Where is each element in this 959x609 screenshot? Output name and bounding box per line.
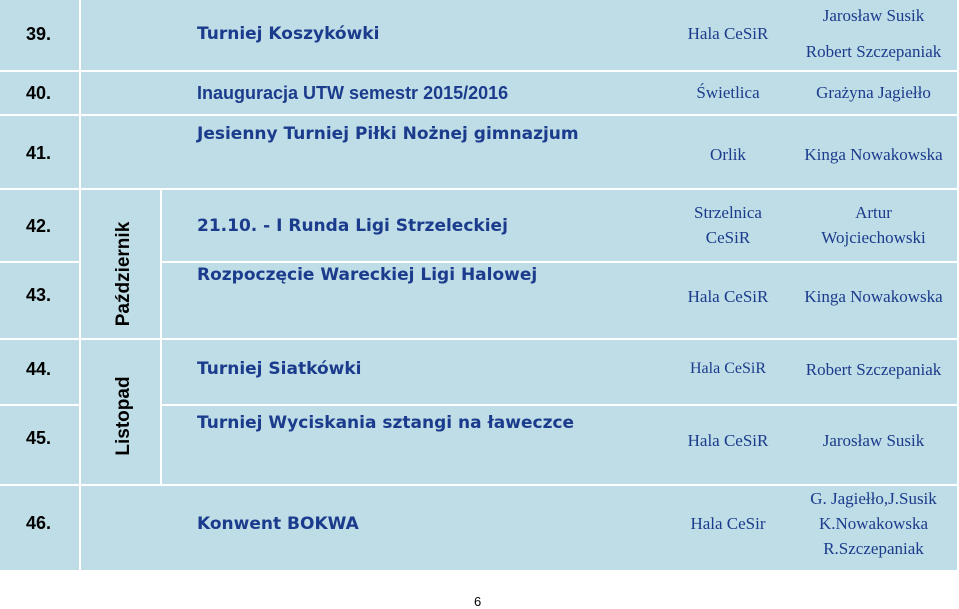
row-number: 44. [26,359,52,379]
event-place: Hala CeSiR [690,360,766,377]
table-row [0,116,957,190]
event-place: Hala CeSiR [687,431,769,450]
table-row [0,486,957,572]
event-title: Jesienny Turniej Piłki Nożnej gimnazjum [197,124,579,144]
month-label-november: Listopad [113,376,134,456]
event-person: Artur [855,203,892,222]
row-number: 40. [26,83,52,103]
table-row [0,0,957,72]
event-title: Turniej Koszykówki [197,24,380,44]
event-person: Wojciechowski [821,228,926,247]
event-title: Rozpoczęcie Wareckiej Ligi Halowej [197,265,538,285]
event-place: Orlik [710,145,746,164]
row-number: 39. [26,24,52,44]
event-title: 21.10. - I Runda Ligi Strzeleckiej [197,216,508,236]
event-person: K.Nowakowska [818,514,929,533]
event-place: Świetlica [696,83,760,102]
event-title: Turniej Wyciskania sztangi na ławeczce [197,413,575,433]
event-person: R.Szczepaniak [823,539,924,558]
event-title: Inauguracja UTW semestr 2015/2016 [197,83,509,103]
row-number: 41. [26,143,52,163]
event-place: Hala CeSir [690,514,766,533]
event-title: Turniej Siatkówki [197,359,362,379]
page-number: 6 [474,594,482,609]
event-place: CeSiR [705,228,751,247]
event-person: Jarosław Susik [822,6,925,25]
row-number: 42. [26,216,52,236]
event-person: G. Jagiełło,J.Susik [810,489,937,508]
event-place: Strzelnica [694,203,762,222]
row-number: 46. [26,513,52,533]
row-number: 45. [26,428,52,448]
row-number: 43. [26,285,52,305]
event-place: Hala CeSiR [687,287,769,306]
event-title: Konwent BOKWA [197,514,359,534]
table-row [0,72,957,116]
event-person: Robert Szczepaniak [805,42,942,61]
column-divider [160,190,162,486]
event-person: Jarosław Susik [822,431,925,450]
event-person: Robert Szczepaniak [805,360,942,379]
event-person: Kinga Nowakowska [804,287,943,306]
month-label-october: Październik [113,221,134,327]
event-person: Grażyna Jagiełło [816,83,931,102]
event-person: Kinga Nowakowska [804,145,943,164]
event-place: Hala CeSiR [687,24,769,43]
